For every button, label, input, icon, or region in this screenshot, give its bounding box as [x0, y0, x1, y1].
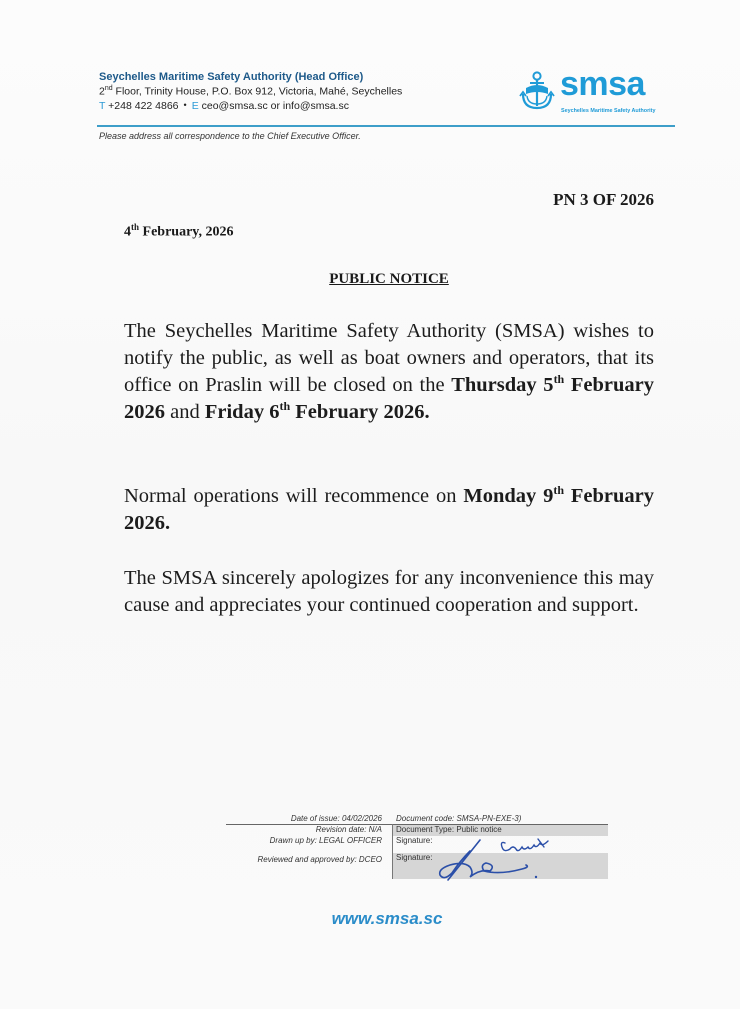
closure-date-2-suffix: th: [279, 399, 291, 414]
table-row: [226, 813, 608, 824]
closure-date-1-rest: February 2026: [124, 374, 655, 423]
letterhead-divider: [97, 125, 675, 127]
organization-address: [99, 85, 402, 98]
phone-number: +248 422 4866: [108, 100, 179, 112]
document-type: Document Type: Public notice: [396, 825, 502, 834]
organization-name: Seychelles Maritime Safety Authority (Head Office): [99, 71, 364, 83]
reopen-date-rest: February 2026.: [124, 485, 654, 534]
date-day: 4: [124, 224, 131, 240]
logo-wordmark: smsa: [560, 65, 645, 103]
reviewed-by: Reviewed and approved by: DCEO: [257, 855, 382, 864]
address-floor-suffix: nd: [104, 85, 113, 92]
correspondence-note: Please address all correspondence to the Chief Executive Officer.: [99, 131, 361, 141]
reopen-date-suffix: th: [553, 483, 565, 498]
website-url[interactable]: www.smsa.sc: [331, 909, 443, 928]
logo-tagline: Seychelles Maritime Safety Authority: [561, 108, 656, 114]
anchor-icon: [518, 70, 556, 112]
closure-date-2-day: Friday 6: [204, 401, 280, 423]
paragraph-1-conjunction: and: [165, 401, 205, 423]
paragraph-1-end: .: [424, 401, 430, 423]
closure-date-1-day: Thursday 5: [451, 374, 554, 396]
paragraph-2-text: Normal operations will recommence on: [124, 485, 464, 507]
notice-title-text: PUBLIC NOTICE: [329, 271, 449, 287]
drawn-up-by: Drawn up by: LEGAL OFFICER: [269, 836, 382, 845]
website-link[interactable]: [0, 909, 740, 929]
table-row: [226, 824, 608, 835]
reopen-date-day: Monday 9: [463, 485, 554, 507]
closure-date-2-rest: February 2026: [290, 401, 425, 423]
date-suffix: th: [131, 222, 140, 232]
handwritten-signature-icon: [430, 835, 570, 885]
address-floor: 2: [99, 85, 105, 98]
email-addresses[interactable]: ceo@smsa.sc or info@smsa.sc: [201, 100, 349, 112]
notice-paragraph-1: [124, 318, 654, 426]
notice-date: [124, 222, 234, 241]
organization-contact: [99, 100, 349, 112]
notice-paragraph-2: [124, 483, 654, 537]
smsa-logo: [518, 65, 678, 118]
closure-date-1-suffix: th: [553, 372, 565, 387]
document-code: Document code: SMSA-PN-EXE-3): [396, 814, 522, 823]
notice-title: [0, 271, 740, 288]
date-of-issue: Date of issue: 04/02/2026: [290, 814, 382, 823]
phone-label: T: [99, 100, 106, 112]
notice-reference: PN 3 OF 2026: [553, 190, 654, 209]
paragraph-1-text: The Seychelles Maritime Safety Authority (SMSA) wishes to notify the public, as well as boat owners and operators, that its office on Praslin will be closed on the: [124, 320, 654, 396]
signature-label-1: Signature:: [396, 836, 433, 845]
closure-date-2: [205, 401, 430, 423]
email-label: E: [191, 100, 199, 112]
signature-label-2: Signature:: [396, 853, 433, 862]
notice-paragraph-3: The SMSA sincerely apologizes for any inconvenience this may cause and appreciates your continued cooperation and support.: [124, 567, 654, 616]
date-rest: February, 2026: [139, 224, 234, 240]
address-rest: Floor, Trinity House, P.O. Box 912, Victoria, Mahé, Seychelles: [112, 85, 403, 98]
bullet-separator: •: [183, 100, 187, 110]
revision-date: Revision date: N/A: [315, 825, 382, 834]
